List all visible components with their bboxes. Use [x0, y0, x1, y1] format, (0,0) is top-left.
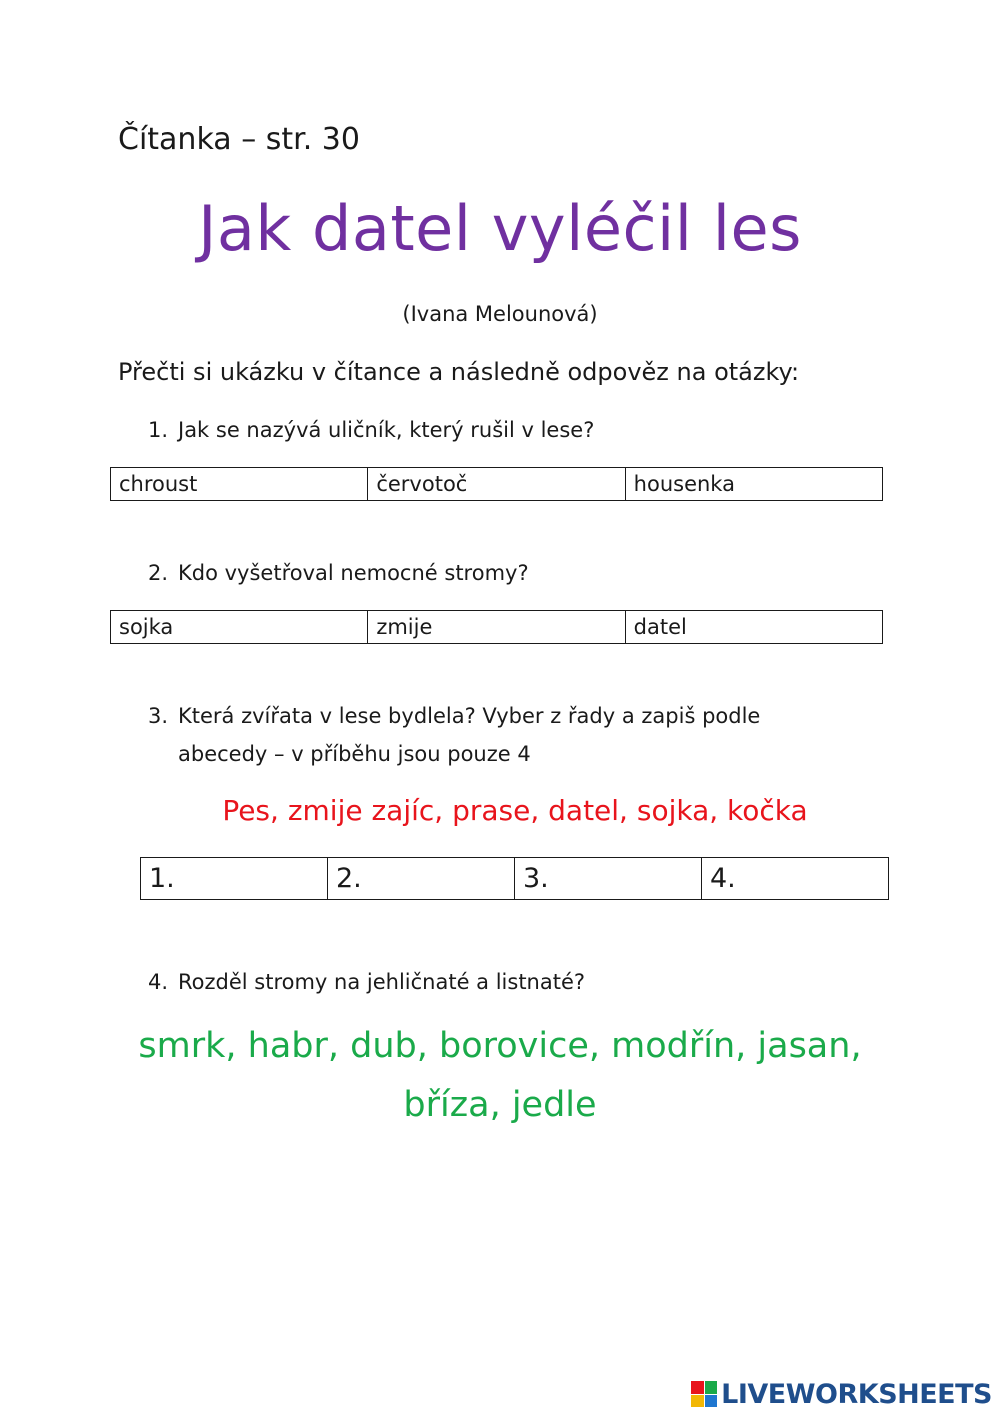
logo-square-4 — [705, 1395, 718, 1408]
question-1-text: Jak se nazývá uličník, který rušil v lese? — [178, 418, 595, 442]
question-3-line-2: abecedy – v příběhu jsou pouze 4 — [178, 742, 531, 766]
book-reference: Čítanka – str. 30 — [118, 122, 360, 157]
question-2-number: 2. — [148, 561, 169, 585]
question-1-number: 1. — [148, 418, 169, 442]
q1-option-chroust[interactable]: chroust — [111, 468, 368, 501]
question-3-number: 3. — [148, 704, 169, 728]
question-2-text: Kdo vyšetřoval nemocné stromy? — [178, 561, 529, 585]
logo-square-3 — [691, 1395, 704, 1408]
q2-option-zmije[interactable]: zmije — [368, 611, 625, 644]
liveworksheets-wordmark: LIVEWORKSHEETS — [721, 1378, 992, 1410]
instruction-text: Přečti si ukázku v čítance a následně odpověz na otázky: — [118, 358, 800, 386]
liveworksheets-branding — [691, 1378, 992, 1410]
question-3 — [148, 704, 760, 728]
liveworksheets-logo-icon — [691, 1381, 717, 1407]
tree-list-line-2: bříza, jedle — [403, 1085, 597, 1125]
answer-slot-4[interactable]: 4. — [702, 858, 889, 900]
q2-option-sojka[interactable]: sojka — [111, 611, 368, 644]
logo-square-1 — [691, 1381, 704, 1394]
question-4 — [148, 970, 585, 994]
page-title: Jak datel vyléčil les — [198, 192, 802, 265]
answer-slot-3[interactable]: 3. — [515, 858, 702, 900]
author: (Ivana Melounová) — [402, 302, 598, 326]
q1-option-cervotoc[interactable]: červotoč — [368, 468, 625, 501]
question-4-text: Rozděl stromy na jehličnaté a listnaté? — [178, 970, 586, 994]
question-2-options — [110, 610, 883, 644]
question-1-options — [110, 467, 883, 501]
question-3-line-1: Která zvířata v lese bydlela? Vyber z řady a zapiš podle — [178, 704, 761, 728]
question-2 — [148, 561, 529, 585]
animal-list: Pes, zmije zajíc, prase, datel, sojka, kočka — [222, 794, 808, 827]
q1-option-housenka[interactable]: housenka — [625, 468, 882, 501]
question-3-answer-slots — [140, 857, 889, 900]
q2-option-datel[interactable]: datel — [625, 611, 882, 644]
tree-list-line-1: smrk, habr, dub, borovice, modřín, jasan, — [138, 1026, 862, 1066]
logo-square-2 — [705, 1381, 718, 1394]
question-4-number: 4. — [148, 970, 169, 994]
answer-slot-2[interactable]: 2. — [328, 858, 515, 900]
answer-slot-1[interactable]: 1. — [141, 858, 328, 900]
question-1 — [148, 418, 594, 442]
